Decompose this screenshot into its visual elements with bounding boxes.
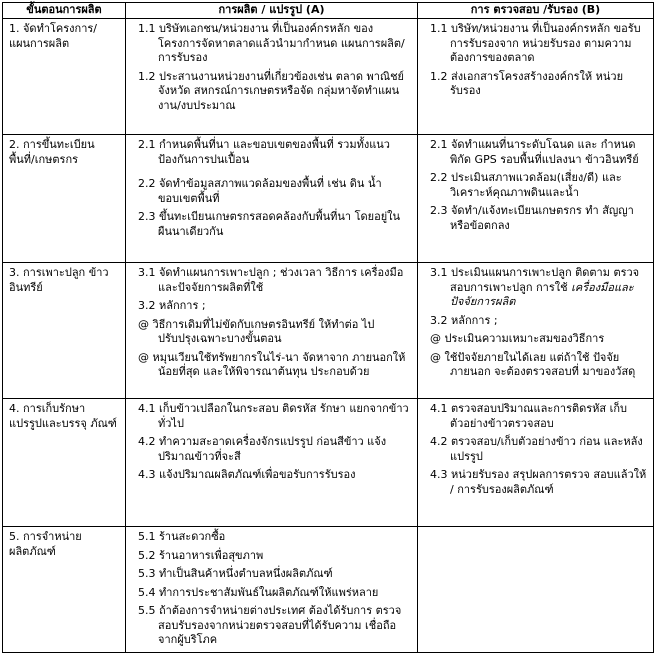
list-item: 5.4 ทำการประชาสัมพันธ์ในผลิตภัณฑ์ให้แพร่หลาย [138, 585, 379, 599]
header-inspection: การ ตรวจสอบ /รับรอง (B) [418, 3, 654, 19]
list-item: 5.3 ทำเป็นสินค้าหนึ่งตำบลหนึ่งผลิตภัณฑ์ [138, 567, 333, 580]
list-item: 3.2 หลักการ ; [430, 313, 498, 327]
inspection-cell [418, 19, 654, 135]
inspection-cell [418, 263, 654, 399]
list-item: @ หมุนเวียนใช้ทรัพยากรในไร่-นา จัดหาจาก ภายนอกให้น้อยที่สุด และให้พิจารณาต้นทุน ประกอบด้วย [138, 350, 406, 378]
list-item: 4.1 ตรวจสอบปริมาณและการติดรหัส เก็บตัวอย่างข้าวตรวจสอบ [430, 402, 628, 430]
header-production: การผลิต / แปรรูป (A) [126, 3, 418, 19]
list-item: 1.2 ส่งเอกสารโครงสร้างองค์กรให้ หน่วยรับรอง [430, 69, 624, 97]
list-item: 2.3 จัดทำ/แจ้งทะเบียนเกษตรกร ทำ สัญญาหรือข้อตกลง [430, 204, 634, 232]
list-item: 1.2 ประสานงานหน่วยงานที่เกี่ยวข้องเช่น ตลาด พาณิชย์จังหวัด สหกรณ์การเกษตรหรือจัด กลุ่มหาจัดทำแผนงาน/งบประมาณ [138, 69, 405, 112]
stage-label: 4. การเก็บรักษา แปรรูปและบรรจุ ภัณฑ์ [9, 402, 117, 430]
list-item [424, 266, 647, 310]
production-cell [126, 135, 418, 263]
inspection-cell [418, 527, 654, 653]
stage-label: 2. การขึ้นทะเบียน พื้นที่/เกษตรกร [9, 138, 95, 166]
inspection-cell [418, 399, 654, 527]
production-cell [126, 527, 418, 653]
stage-label: 5. การจำหน่าย ผลิตภัณฑ์ [9, 530, 82, 558]
production-process-table [2, 2, 654, 653]
table-row [3, 263, 654, 399]
stage-label: 3. การเพาะปลูก ข้าวอินทรีย์ [9, 266, 109, 294]
list-item: 5.1 ร้านสะดวกซื้อ [138, 530, 226, 543]
inspection-cell [418, 135, 654, 263]
list-item: 5.2 ร้านอาหารเพื่อสุขภาพ [138, 548, 264, 562]
list-item: 4.2 ตรวจสอบ/เก็บตัวอย่างข้าว ก่อน และหลังแปรรูป [430, 435, 643, 463]
list-item: @ ใช้ปัจจัยภายในได้เลย แต่ถ้าใช้ ปัจจัยภายนอก จะต้องตรวจสอบที่ มาของวัสดุ [430, 350, 636, 378]
table-row [3, 19, 654, 135]
list-item: 4.1 เก็บข้าวเปลือกในกระสอบ ติดรหัส รักษา แยกจากข้าวทั่วไป [138, 402, 409, 430]
list-item: 3.2 หลักการ ; [138, 299, 206, 312]
stage-cell [3, 527, 126, 653]
production-cell [126, 263, 418, 399]
list-item: 2.2 ประเมินสภาพแวดล้อม(เสี่ยง/ดี) และวิเคราะห์คุณภาพดินและน้ำ [430, 171, 622, 199]
header-stage: ขั้นตอนการผลิต [3, 3, 126, 19]
list-item: 1.1 บริษัท/หน่วยงาน ที่เป็นองค์กรหลัก ขอรับการรับรองจาก หน่วยรับรอง ตามความต้องการของตลาด [430, 22, 641, 64]
stage-cell [3, 135, 126, 263]
stage-cell [3, 263, 126, 399]
table-row [3, 135, 654, 263]
table-header-row [3, 3, 654, 19]
list-item: 2.1 จัดทำแผนที่นาระดับโฉนด และ กำหนดพิกัด GPS รอบพื้นที่แปลงนา ข้าวอินทรีย์ [430, 138, 639, 166]
list-item: 1.1 บริษัทเอกชน/หน่วยงาน ที่เป็นองค์กรหลัก ของโครงการจัดหาตลาดแล้วนำมากำหนด แผนการผลิต/การรับรอง [138, 22, 405, 64]
production-cell [126, 19, 418, 135]
list-item: 2.3 ขึ้นทะเบียนเกษตรกรสอดคล้องกับพื้นที่นา โดยอยู่ในผืนนาเดียวกัน [138, 210, 401, 238]
list-item: 4.3 หน่วยรับรอง สรุปผลการตรวจ สอบแล้วให้ / การรับรองผลิตภัณฑ์ [430, 468, 647, 496]
list-item: 2.1 กำหนดพื้นที่นา และขอบเขตของพื้นที่ รวมทั้งแนวป้องกันการปนเปื้อน [138, 138, 390, 166]
list-item: 3.1 จัดทำแผนการเพาะปลูก ; ช่วงเวลา วิธีการ เครื่องมือและปัจจัยการผลิตที่ใช้ [138, 266, 404, 294]
list-item: 4.2 ทำความสะอาดเครื่องจักรแปรรูป ก่อนสีข้าว แจ้งปริมาณข้าวที่จะสี [138, 435, 387, 463]
table-row [3, 399, 654, 527]
stage-cell [3, 19, 126, 135]
list-item: 5.5 ถ้าต้องการจำหน่ายต่างประเทศ ต้องได้รับการ ตรวจสอบรับรองจากหน่วยตรวจสอบที่ได้รับความ เชื่อถือจากผู้บริโภค [138, 604, 402, 646]
table-row [3, 527, 654, 653]
list-item: 4.3 แจ้งปริมาณผลิตภัณฑ์เพื่อขอรับการรับรอง [138, 468, 356, 481]
list-item: @ วิธีการเดิมที่ไม่ขัดกับเกษตรอินทรีย์ ให้ทำต่อ ไป ปรับปรุงเฉพาะบางขั้นตอน [138, 317, 375, 345]
stage-label: 1. จัดทำโครงการ/แผนการผลิต [9, 22, 98, 50]
item-text: 3.1 ประเมินแผนการเพาะปลูก ติดตาม ตรวจสอบการเพาะปลูก การใช้ [430, 266, 640, 294]
list-item: @ ประเมินความเหมาะสมของวิธีการ [430, 332, 605, 345]
stage-cell [3, 399, 126, 527]
list-item: 2.2 จัดทำข้อมูลสภาพแวดล้อมของพื้นที่ เช่น ดิน น้ำ ขอบเขตพื้นที่ [138, 177, 382, 205]
production-cell [126, 399, 418, 527]
item-text-italic: เครื่องมือและปัจจัยการผลิต [450, 280, 634, 308]
